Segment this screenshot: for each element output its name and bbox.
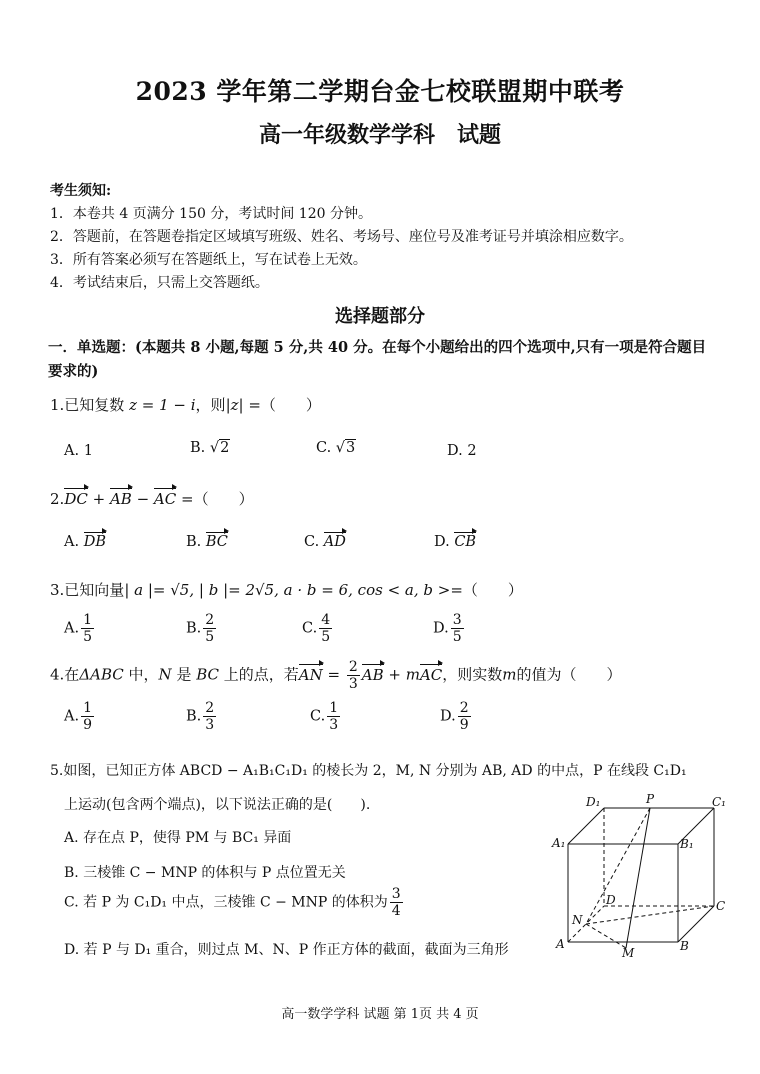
notice-item-3: 3．所有答案必须写在答题纸上，写在试卷上无效。 — [50, 252, 367, 268]
q4-option-a-label: A. — [64, 708, 80, 725]
q3-option-b-fraction — [203, 612, 216, 645]
question-5-line-2: 上运动(包含两个端点)，以下说法正确的是( ). — [64, 797, 371, 813]
label-a1: A₁ — [552, 836, 566, 850]
q1-abs: |z| = — [225, 396, 261, 414]
q5-option-b: B. 三棱锥 C − MNP 的体积与 P 点位置无关 — [64, 865, 346, 881]
exam-title: 2023 学年第二学期台金七校联盟期中联考 — [135, 77, 625, 106]
q3-expression: | a |= √5, | b |= 2√5, a · b = 6, cos < a, b >= — [124, 581, 463, 599]
q2-option-b-vector: BC — [205, 534, 228, 550]
q1-option-a: A. 1 — [64, 443, 93, 459]
q2-option-d-label: D. — [434, 534, 450, 550]
label-b: B — [680, 939, 689, 953]
q3-option-d-den: 5 — [452, 629, 462, 645]
q3-option-b-label: B. — [186, 620, 202, 637]
q1-option-c-sqrt: √3 — [335, 440, 356, 456]
q2-equals: = — [176, 490, 194, 508]
q4-fraction-den: 3 — [348, 676, 358, 692]
q4-tail2: 的值为 — [516, 665, 562, 684]
q3-option-d-label: D. — [433, 620, 449, 637]
q4-mid3: 上的点，若 — [219, 665, 299, 684]
q2-vector-ac: AC — [153, 490, 177, 508]
question-1-stem — [50, 394, 321, 415]
q1-option-c-radicand: 3 — [346, 440, 356, 456]
label-d1: D₁ — [586, 795, 601, 809]
q1-option-c — [316, 440, 356, 456]
q4-option-b — [186, 700, 218, 733]
q3-prefix: 3.已知向量 — [50, 581, 125, 599]
exam-subtitle: 高一年级数学学科 试题 — [258, 122, 501, 148]
q2-option-d — [434, 534, 476, 550]
notice-item-2: 2．答题前，在答题卷指定区域填写班级、姓名、考场号、座位号及准考证号并填涂相应数字。 — [50, 229, 633, 245]
q4-option-d-label: D. — [440, 708, 456, 725]
q4-option-d — [440, 700, 473, 733]
q4-plus-m: + m — [383, 665, 420, 684]
q4-option-b-fraction — [203, 700, 216, 733]
q2-minus: − — [131, 490, 154, 508]
q4-triangle: ΔABC — [79, 665, 124, 684]
q4-tail: ，则实数 — [442, 665, 503, 684]
q4-paren: （ ） — [561, 665, 622, 684]
q1-option-b-label: B. — [190, 440, 206, 456]
label-n: N — [572, 913, 583, 927]
question-2-stem — [50, 488, 254, 509]
q3-option-d-fraction — [451, 612, 464, 645]
q4-option-d-num: 2 — [459, 700, 469, 716]
q2-paren: （ ） — [193, 490, 254, 508]
q2-option-b-label: B. — [186, 534, 202, 550]
question-3-stem — [50, 579, 523, 600]
q4-m: m — [502, 665, 517, 684]
q3-option-d — [433, 612, 466, 645]
q2-vector-dc: DC — [64, 490, 88, 508]
q5-option-a: A. 存在点 P，使得 PM 与 BC₁ 异面 — [64, 830, 292, 846]
q4-option-a-den: 9 — [83, 717, 93, 733]
q1-mid: ，则 — [195, 396, 226, 414]
q4-option-c-den: 3 — [329, 717, 339, 733]
label-d: D — [606, 893, 616, 907]
segment-n-c — [586, 906, 714, 924]
q3-option-a-fraction — [81, 612, 94, 645]
q3-option-c — [302, 612, 334, 645]
q2-vector-ab: AB — [109, 490, 132, 508]
label-a: A — [556, 937, 565, 951]
q4-mid1: 中， — [123, 665, 159, 684]
q1-option-d: D. 2 — [447, 443, 477, 459]
q3-option-b-num: 2 — [205, 612, 215, 628]
q4-option-c-label: C. — [310, 708, 326, 725]
q2-option-d-vector: CB — [454, 534, 477, 550]
part-one-heading: 一．单选题：(本题共 8 小题,每题 5 分,共 40 分。在每个小题给出的四个选项中,只有一项是符合题目要求的) — [48, 339, 707, 380]
q3-option-b-den: 5 — [205, 629, 215, 645]
notice-heading: 考生须知: — [50, 183, 112, 199]
q3-option-d-num: 3 — [452, 612, 462, 628]
label-c: C — [716, 899, 726, 913]
q4-equals: = — [322, 665, 345, 684]
q1-prefix: 1.已知复数 — [50, 396, 125, 414]
q5-option-c-fraction — [390, 886, 403, 919]
q5-option-c-num: 3 — [391, 886, 401, 902]
q4-option-d-den: 9 — [459, 717, 469, 733]
q4-option-c-fraction — [327, 700, 340, 733]
q4-option-a-num: 1 — [83, 700, 93, 716]
q1-option-b-radicand: 2 — [220, 440, 230, 456]
q3-option-a-den: 5 — [83, 629, 93, 645]
segment-n-m — [586, 924, 626, 948]
label-c1: C₁ — [712, 795, 726, 809]
q3-option-a — [64, 612, 96, 645]
q4-vector-an: AN — [298, 665, 323, 684]
q5-option-d: D. 若 P 与 D₁ 重合，则过点 M、N、P 作正方体的截面，截面为三角形 — [64, 942, 509, 958]
q4-fraction-num: 2 — [348, 659, 358, 675]
q4-option-a-fraction — [81, 700, 94, 733]
q5-option-c-den: 4 — [391, 903, 401, 919]
q3-option-b — [186, 612, 218, 645]
q3-option-c-fraction — [319, 612, 332, 645]
q3-option-a-num: 1 — [83, 612, 93, 628]
q5-option-c — [64, 886, 405, 919]
edge-b-c — [678, 906, 714, 942]
q4-option-b-label: B. — [186, 708, 202, 725]
page-footer: 高一数学学科 试题 第 1页 共 4 页 — [281, 1007, 479, 1022]
q4-vector-ab: AB — [361, 665, 384, 684]
q4-option-c-num: 1 — [329, 700, 339, 716]
q1-option-c-label: C. — [316, 440, 332, 456]
q4-segment-bc: BC — [196, 665, 219, 684]
label-p: P — [646, 792, 655, 806]
q4-point-n: N — [158, 665, 172, 684]
label-b1: B₁ — [680, 837, 694, 851]
q1-option-b-sqrt: √2 — [209, 440, 230, 456]
q2-plus: + — [87, 490, 110, 508]
q3-option-a-label: A. — [64, 620, 80, 637]
q2-option-c — [304, 534, 346, 550]
q2-number: 2. — [50, 490, 65, 508]
q1-paren: （ ） — [260, 396, 321, 414]
label-m: M — [622, 946, 635, 960]
q3-option-c-den: 5 — [321, 629, 331, 645]
q4-fraction — [347, 659, 360, 692]
edge-a1-d1 — [568, 808, 604, 844]
q1-option-b — [190, 440, 230, 456]
q4-mid2: 是 — [171, 665, 197, 684]
q4-vector-ac: AC — [419, 665, 443, 684]
q2-option-c-label: C. — [304, 534, 320, 550]
q1-expression: z = 1 − i — [129, 396, 196, 414]
question-5-line-1: 5.如图，已知正方体 ABCD − A₁B₁C₁D₁ 的棱长为 2，M, N 分别为 AB, AD 的中点，P 在线段 C₁D₁ — [50, 763, 687, 779]
cube-figure — [548, 790, 738, 960]
q4-option-b-den: 3 — [205, 717, 215, 733]
q2-option-a-vector: DB — [83, 534, 106, 550]
q4-option-d-fraction — [458, 700, 471, 733]
q4-option-b-num: 2 — [205, 700, 215, 716]
q2-option-b — [186, 534, 228, 550]
question-4-stem — [50, 659, 622, 692]
q2-option-a-label: A. — [64, 534, 80, 550]
q3-option-c-num: 4 — [321, 612, 331, 628]
q3-paren: （ ） — [462, 581, 523, 599]
q4-option-c — [310, 700, 342, 733]
q3-option-c-label: C. — [302, 620, 318, 637]
notice-item-4: 4．考试结束后，只需上交答题纸。 — [50, 275, 269, 291]
notice-item-1: 1．本卷共 4 页满分 150 分，考试时间 120 分钟。 — [50, 206, 372, 222]
q4-option-a — [64, 700, 96, 733]
q5-option-c-text: C. 若 P 为 C₁D₁ 中点，三棱锥 C − MNP 的体积为 — [64, 894, 388, 911]
q4-prefix: 4.在 — [50, 665, 80, 684]
q2-option-c-vector: AD — [323, 534, 346, 550]
section-title: 选择题部分 — [335, 306, 425, 327]
q2-option-a — [64, 534, 106, 550]
